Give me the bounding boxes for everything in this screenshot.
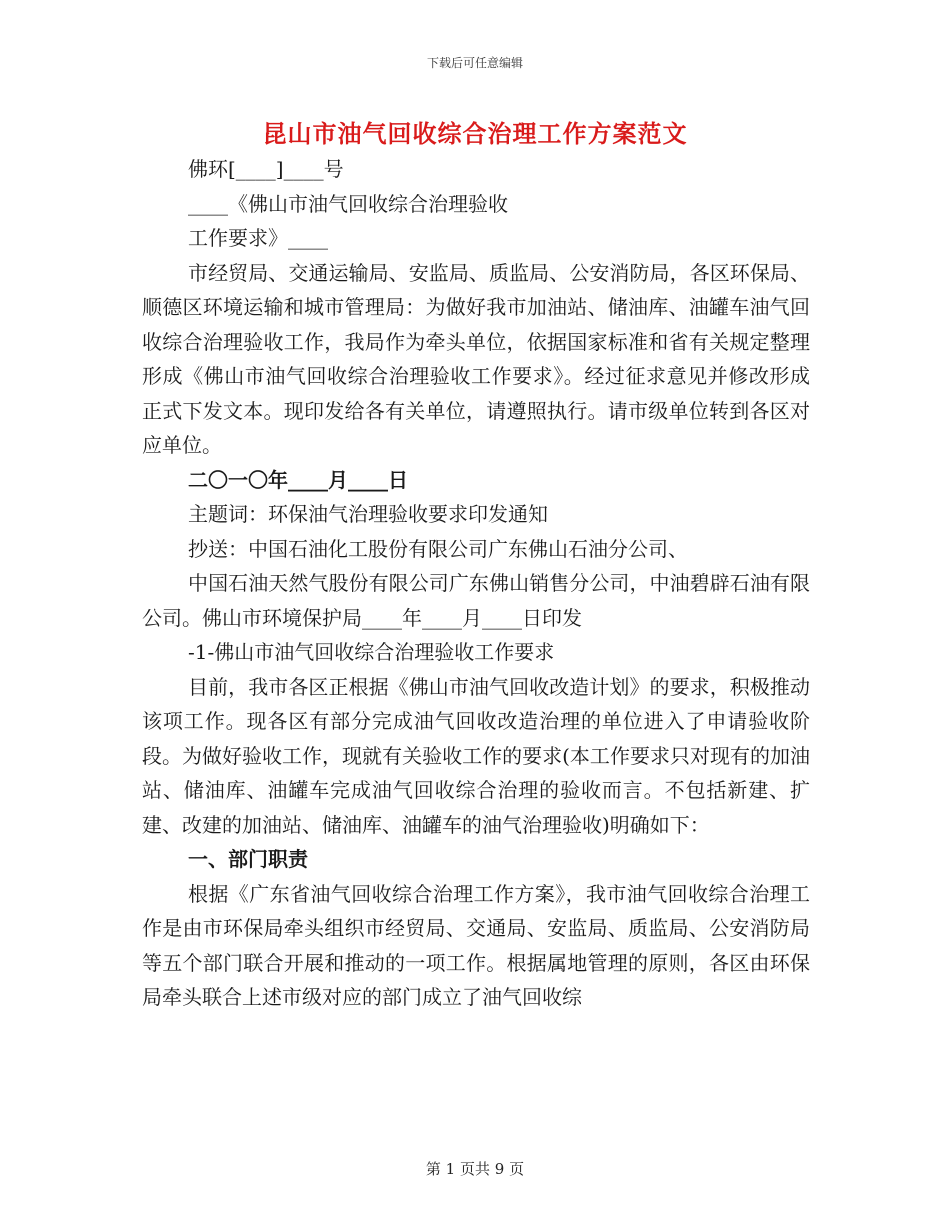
document-body	[142, 152, 810, 1015]
page-footer: 第 1 页共 9 页	[425, 1160, 525, 1178]
addressee-paragraph: 市经贸局、交通运输局、安监局、质监局、公安消防局，各区环保局、顺德区环境运输和城市管理局：为做好我市加油站、储油库、油罐车油气回收综合治理验收工作，我局作为牵头单位，依据国家标准和省有关规定整理形成《佛山市油气回收综合治理验收工作要求》。经过征求意见并修改形成正式下发文本。现印发给各有关单位，请遵照执行。请市级单位转到各区对应单位。	[142, 260, 810, 457]
section1-heading: 一、部门职责	[188, 847, 308, 871]
issue-line-2: 工作要求》____	[188, 226, 328, 250]
issue-line-1: ____《佛山市油气回收综合治理验收	[188, 191, 508, 216]
section1-paragraph: 根据《广东省油气回收综合治理工作方案》，我市油气回收综合治理工作是由市环保局牵头组织市经贸局、交通局、安监局、质监局、公安消防局等五个部门联合开展和推动的一项工作。根据属地管理的原则，各区由环保局牵头联合上述市级对应的部门成立了油气回收综	[142, 881, 810, 1009]
cc-paragraph: 中国石油天然气股份有限公司广东佛山销售分公司，中油碧辟石油有限公司。佛山市环境保护局____年____月____日印发	[142, 571, 810, 630]
intro-paragraph: 目前，我市各区正根据《佛山市油气回收改造计划》的要求，积极推动该项工作。现各区有部分完成油气回收改造治理的单位进入了申请验收阶段。为做好验收工作，现就有关验收工作的要求(本工作要求只对现有的加油站、储油库、油罐车完成油气回收综合治理的验收而言。不包括新建、扩建、改建的加油站、储油库、油罐车的油气治理验收)明确如下：	[142, 674, 810, 837]
document-title: 昆山市油气回收综合治理工作方案范文	[262, 119, 688, 148]
subject-line: 主题词：环保油气治理验收要求印发通知	[188, 502, 548, 526]
header-note: 下载后可任意编辑	[426, 56, 523, 70]
date-line: 二〇一〇年____月____日	[188, 467, 408, 492]
cc-line-1: 抄送：中国石油化工股份有限公司广东佛山石油分公司、	[188, 536, 688, 561]
section-heading-line: -1-佛山市油气回收综合治理验收工作要求	[188, 640, 555, 664]
doc-number-line: 佛环[____]____号	[188, 157, 344, 181]
